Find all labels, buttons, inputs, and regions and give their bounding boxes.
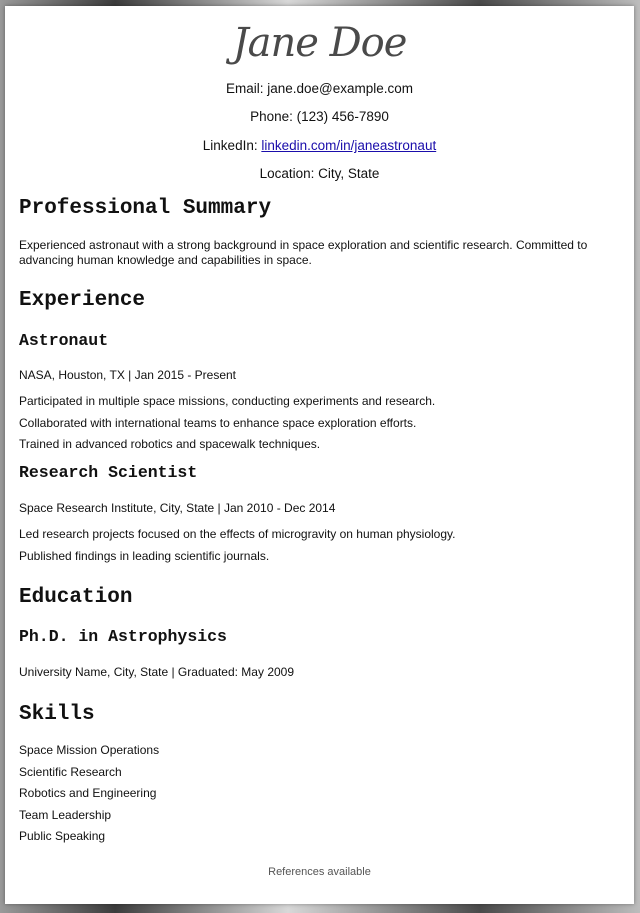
summary-heading: Professional Summary bbox=[19, 197, 272, 220]
email-line bbox=[5, 81, 634, 96]
job-title-research-scientist: Research Scientist bbox=[19, 463, 198, 482]
degree-title: Ph.D. in Astrophysics bbox=[19, 627, 227, 646]
job-bullet: Published findings in leading scientific journals. bbox=[19, 549, 270, 563]
experience-heading: Experience bbox=[19, 289, 146, 312]
linkedin-link[interactable]: linkedin.com/in/janeastronaut bbox=[261, 138, 437, 153]
phone-label: Phone: bbox=[250, 109, 297, 124]
job-bullet: Trained in advanced robotics and spacewalk techniques. bbox=[19, 437, 321, 451]
email-value: jane.doe@example.com bbox=[267, 81, 414, 96]
skill-item: Space Mission Operations bbox=[19, 743, 160, 757]
linkedin-label: LinkedIn: bbox=[202, 138, 262, 153]
summary-text: Experienced astronaut with a strong background in space exploration and scientific research. Committed to advancing human knowledge and capabilities in space. bbox=[19, 238, 588, 267]
phone-line bbox=[5, 109, 634, 124]
skill-item: Robotics and Engineering bbox=[19, 786, 157, 800]
location-label: Location: bbox=[259, 166, 319, 181]
linkedin-line bbox=[5, 138, 634, 153]
job-meta-research-scientist: Space Research Institute, City, State | Jan 2010 - Dec 2014 bbox=[19, 501, 336, 515]
skill-item: Team Leadership bbox=[19, 808, 112, 822]
job-bullet: Participated in multiple space missions, conducting experiments and research. bbox=[19, 394, 436, 408]
location-value: City, State bbox=[318, 166, 380, 181]
job-meta-astronaut: NASA, Houston, TX | Jan 2015 - Present bbox=[19, 368, 237, 382]
email-label: Email: bbox=[225, 81, 268, 96]
skill-item: Public Speaking bbox=[19, 829, 106, 843]
footer-note: References available bbox=[268, 866, 371, 878]
candidate-name: Jane Doe bbox=[232, 20, 407, 66]
degree-meta: University Name, City, State | Graduated: May 2009 bbox=[19, 665, 295, 679]
job-bullet: Led research projects focused on the effects of microgravity on human physiology. bbox=[19, 527, 456, 541]
education-heading: Education bbox=[19, 586, 133, 609]
skills-heading: Skills bbox=[19, 703, 95, 726]
job-bullet: Collaborated with international teams to enhance space exploration efforts. bbox=[19, 416, 417, 430]
location-line bbox=[5, 166, 634, 181]
resume-page bbox=[5, 6, 634, 904]
skill-item: Scientific Research bbox=[19, 765, 122, 779]
phone-value: (123) 456-7890 bbox=[296, 109, 389, 124]
job-title-astronaut: Astronaut bbox=[19, 331, 109, 350]
